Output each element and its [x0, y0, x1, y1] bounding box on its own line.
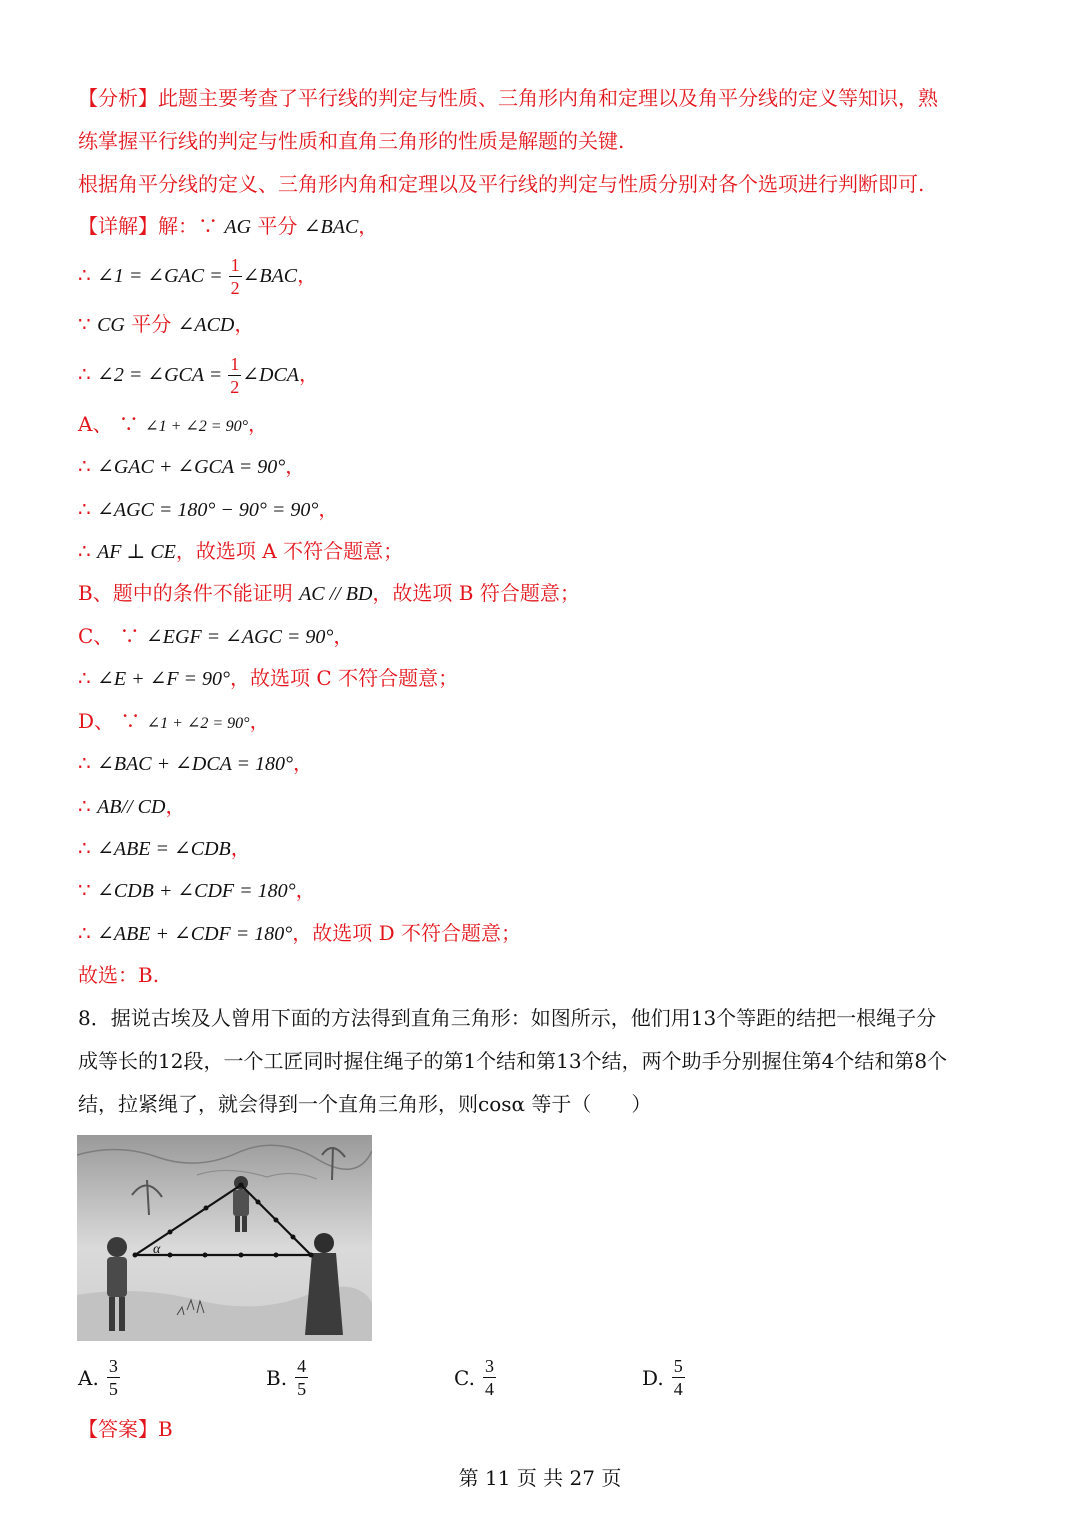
detail-text: ，: [165, 794, 186, 818]
detail-math: AF ⊥ CE: [97, 541, 176, 563]
detail-line-8: [78, 541, 403, 562]
analysis-line-2: 练掌握平行线的判定与性质和直角三角形的性质是解题的关键.: [78, 129, 625, 153]
detail-line-11: [78, 668, 458, 689]
detail-math: ∠EGF = ∠AGC = 90°: [146, 626, 334, 648]
fraction-numerator: 3: [108, 1356, 118, 1376]
detail-line-16: [78, 880, 316, 901]
question-8: [78, 997, 1008, 1126]
detail-text: 【详解】解：∵: [78, 214, 225, 238]
fraction-numerator: 1: [230, 255, 240, 275]
option-label: A.: [78, 1365, 99, 1390]
detail-math: ∠ACD: [177, 314, 235, 336]
detail-line-12: [78, 711, 270, 732]
detail-math: ∠ABE + ∠CDF = 180°: [97, 923, 293, 945]
detail-math: ∠AGC = 180° − 90° = 90°: [97, 499, 319, 521]
detail-text: ∴: [78, 263, 98, 287]
detail-text: ，: [234, 312, 255, 336]
detail-text: ∵: [78, 312, 98, 336]
fraction-numerator: 4: [297, 1356, 307, 1376]
question-line-2: 成等长的12段，一个工匠同时握住绳子的第1个结和第13个结，两个助手分别握住第4个结和第8个: [78, 1049, 948, 1073]
detail-text: 平分: [251, 214, 304, 238]
fraction: [228, 355, 241, 396]
detail-text: ，: [285, 454, 306, 478]
detail-text: ，: [230, 836, 251, 860]
detail-text: ，: [295, 878, 316, 902]
detail-conclusion: 故选：B.: [78, 963, 160, 987]
detail-math: ∠BAC: [303, 216, 359, 238]
fraction-denominator: 4: [673, 1379, 683, 1399]
detail-text: ∴: [78, 836, 98, 860]
detail-math: AB// CD: [97, 796, 166, 818]
detail-text: ∴: [78, 454, 98, 478]
detail-line-4: [78, 355, 319, 396]
detail-math: ∠1 = ∠GAC =: [97, 265, 228, 287]
detail-math: AC // BD: [299, 583, 373, 605]
detail-text: ，故选项 A 不符合题意；: [175, 539, 404, 563]
detail-text: A、 ∵: [78, 412, 146, 436]
option-fraction: [107, 1357, 120, 1398]
detail-text: ∴: [78, 794, 98, 818]
fraction-denominator: 5: [297, 1379, 307, 1399]
fraction-denominator: 2: [230, 278, 240, 298]
detail-text: ，: [333, 624, 354, 648]
detail-math: ∠CDB + ∠CDF = 180°: [97, 880, 296, 902]
detail-line-15: [78, 838, 251, 859]
analysis-line-3: 根据角平分线的定义、三角形内角和定理以及平行线的判定与性质分别对各个选项进行判断即可.: [78, 172, 925, 196]
answer-bracket: 【答案】: [78, 1417, 158, 1441]
detail-math: ∠BAC: [242, 265, 298, 287]
option-fraction: [483, 1357, 496, 1398]
question-line-1: 8．据说古埃及人曾用下面的方法得到直角三角形：如图所示，他们用13个等距的结把一根绳子分: [78, 1006, 937, 1030]
detail-text: ，: [247, 412, 268, 436]
detail-line-2: [78, 256, 317, 297]
answer-line: [78, 1419, 173, 1439]
detail-text: ，故选项 D 不符合题意；: [292, 921, 521, 945]
option-a[interactable]: [78, 1357, 121, 1398]
fraction-denominator: 2: [230, 377, 240, 397]
detail-math: CG: [97, 314, 125, 336]
detail-math: ∠ABE = ∠CDB: [97, 838, 231, 860]
detail-math: ∠1 + ∠2 = 90°: [145, 418, 248, 435]
detail-math: ∠1 + ∠2 = 90°: [146, 715, 250, 732]
option-label: C.: [454, 1365, 475, 1390]
option-label: D.: [642, 1365, 664, 1390]
detail-text: ∴: [78, 921, 98, 945]
detail-line-3: [78, 314, 254, 335]
detail-text: ∴: [78, 497, 98, 521]
detail-text: ，故选项 C 不符合题意；: [230, 666, 459, 690]
detail-text: D、 ∵: [78, 709, 147, 733]
detail-text: C、 ∵: [78, 624, 147, 648]
option-d[interactable]: [642, 1357, 686, 1398]
page-footer: 第 11 页 共 27 页: [458, 1466, 622, 1490]
rope-triangle-illustration: [77, 1135, 372, 1341]
detail-line-14: [78, 796, 185, 817]
detail-line-17: [78, 923, 521, 944]
detail-line-7: [78, 499, 338, 520]
fraction-numerator: 3: [484, 1356, 494, 1376]
fraction: [229, 256, 242, 297]
detail-text: ∴: [78, 362, 98, 386]
answer-value: B: [158, 1417, 173, 1441]
fraction-denominator: 5: [108, 1379, 118, 1399]
detail-math: ∠GAC + ∠GCA = 90°: [97, 456, 286, 478]
question-line-3: 结，拉紧绳了，就会得到一个直角三角形，则cosα 等于（ ）: [78, 1092, 652, 1116]
detail-text: ∴: [78, 751, 98, 775]
detail-text: ，: [299, 362, 320, 386]
option-fraction: [295, 1357, 308, 1398]
detail-line-13: [78, 753, 313, 774]
detail-math: AG: [224, 216, 252, 238]
detail-math: ∠E + ∠F = 90°: [97, 668, 231, 690]
detail-math: ∠DCA: [242, 364, 300, 386]
detail-text: ，: [318, 497, 339, 521]
detail-line-10: [78, 626, 353, 647]
detail-text: ∴: [78, 539, 98, 563]
detail-text: ∵: [78, 878, 98, 902]
detail-math: ∠2 = ∠GCA =: [97, 364, 228, 386]
detail-line-1: [78, 216, 378, 237]
option-fraction: [672, 1357, 685, 1398]
detail-text: ，故选项 B 符合题意；: [372, 581, 580, 605]
option-label: B.: [266, 1365, 288, 1390]
option-c[interactable]: [454, 1357, 497, 1398]
fraction-denominator: 4: [484, 1379, 494, 1399]
detail-text: B、题中的条件不能证明: [78, 581, 300, 605]
detail-text: ∴: [78, 666, 98, 690]
fraction-numerator: 1: [230, 354, 240, 374]
alpha-label: α: [153, 1242, 161, 1257]
detail-line-5: [78, 414, 268, 435]
option-b[interactable]: [266, 1357, 309, 1398]
analysis-line-1: 【分析】此题主要考查了平行线的判定与性质、三角形内角和定理以及角平分线的定义等知识，熟: [78, 86, 938, 110]
detail-text: 平分: [124, 312, 178, 336]
detail-text: ，: [249, 709, 270, 733]
detail-line-9: [78, 583, 580, 604]
detail-line-6: [78, 456, 305, 477]
fraction-numerator: 5: [673, 1356, 683, 1376]
detail-text: ，: [297, 263, 318, 287]
detail-text: ，: [293, 751, 314, 775]
detail-text: ，: [358, 214, 379, 238]
detail-math: ∠BAC + ∠DCA = 180°: [97, 753, 294, 775]
